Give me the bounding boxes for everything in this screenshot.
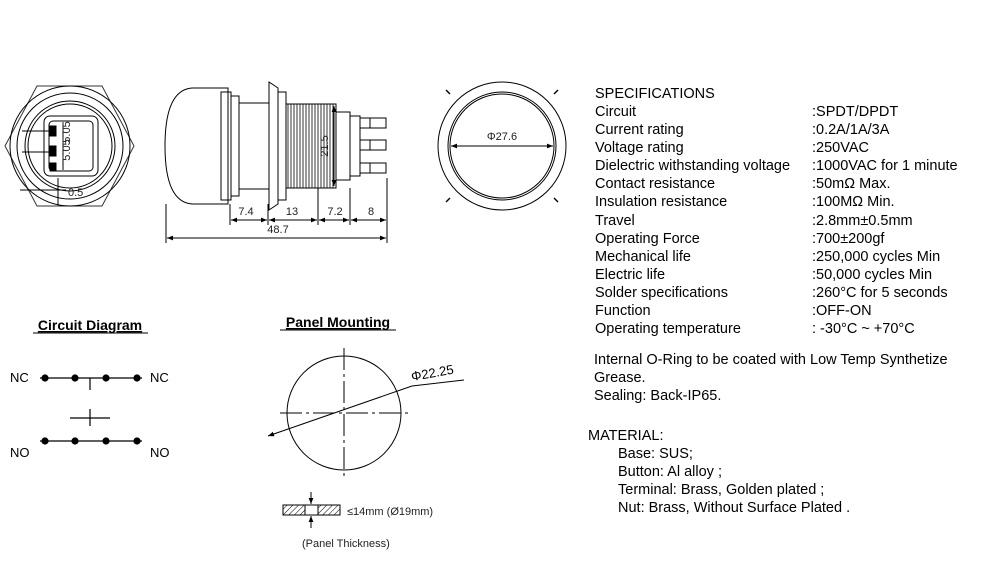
spec-key: Travel [595,212,635,229]
spec-row [595,121,958,139]
spec-value: : -30°C ~ +70°C [812,321,915,338]
spec-key: Voltage rating [595,140,684,157]
spec-value: :0.2A/1A/3A [812,122,890,139]
spec-row [595,284,958,302]
back-diameter: Φ27.6 [486,131,518,143]
notes [594,351,948,405]
spec-value: :260°C for 5 seconds [812,284,948,301]
spec-row [595,266,958,284]
spec-key: Insulation resistance [595,194,728,211]
note-line-3: Sealing: Back-IP65. [594,388,722,404]
circuit-nc-left: NC [10,370,29,385]
spec-value: :50,000 cycles Min [812,266,933,283]
mounting-hole-dim: Φ22.25 [409,361,455,384]
spec-key: Contact resistance [595,176,716,193]
spec-key: Mechanical life [595,248,691,265]
material-title: MATERIAL: [588,428,664,444]
spec-key: Solder specifications [595,284,728,301]
material-item: Base: SUS; [618,446,693,462]
spec-value: :100MΩ Min. [812,194,895,211]
side-view [165,82,387,243]
spec-value: :SPDT/DPDT [812,104,899,120]
spec-row [595,103,958,121]
side-seg3: 7.2 [327,206,343,218]
material-section [588,427,850,517]
spec-row [595,157,958,175]
note-line-1: Internal O-Ring to be coated with Low Temp Synthetize [594,352,948,368]
panel-thickness-icon [283,492,340,528]
material-item: Button: Al alloy ; [618,464,722,480]
back-view [438,82,566,210]
spec-row [595,139,958,157]
front-dim-2: 5.05 [61,121,73,143]
spec-row [595,302,958,320]
spec-value: :OFF-ON [812,303,872,320]
side-thread-dim: 21.5 [319,135,331,157]
front-dim-1: 5.05 [61,139,73,161]
spec-key: Function [595,303,651,320]
spec-key: Dielectric withstanding voltage [595,158,791,175]
circuit-diagram [40,375,142,444]
spec-row [595,320,958,338]
spec-key: Circuit [595,104,637,120]
panel-thickness-caption: (Panel Thickness) [302,538,390,550]
spec-value: :2.8mm±0.5mm [812,212,913,229]
spec-row [595,175,958,193]
side-seg1: 7.4 [238,206,254,218]
specifications-table [595,103,958,338]
side-seg2: 13 [285,206,299,218]
circuit-no-right: NO [150,445,170,460]
spec-row [595,230,958,248]
front-dim-small: 0.5 [68,187,84,199]
spec-row [595,193,958,211]
spec-row [595,212,958,230]
spec-value: :250VAC [812,140,869,157]
specifications-title: SPECIFICATIONS [595,86,715,102]
spec-value: :1000VAC for 1 minute [812,158,958,175]
spec-value: :50mΩ Max. [812,176,891,193]
circuit-nc-right: NC [150,370,169,385]
side-seg4: 8 [367,206,375,218]
mounting-title: Panel Mounting [285,314,391,330]
spec-value: :250,000 cycles Min [812,248,941,265]
spec-row [595,248,958,266]
spec-value: :700±200gf [812,230,885,247]
spec-key: Operating Force [595,230,700,247]
note-line-2: Grease. [594,370,646,386]
circuit-title: Circuit Diagram [37,317,143,333]
side-total: 48.7 [267,224,289,236]
spec-key: Electric life [595,266,666,283]
material-item: Nut: Brass, Without Surface Plated . [618,500,851,516]
spec-key: Current rating [595,122,684,139]
material-item: Terminal: Brass, Golden plated ; [618,482,825,498]
spec-key: Operating temperature [595,321,741,338]
circuit-no-left: NO [10,445,30,460]
panel-thickness: ≤14mm (Ø19mm) [347,506,434,518]
